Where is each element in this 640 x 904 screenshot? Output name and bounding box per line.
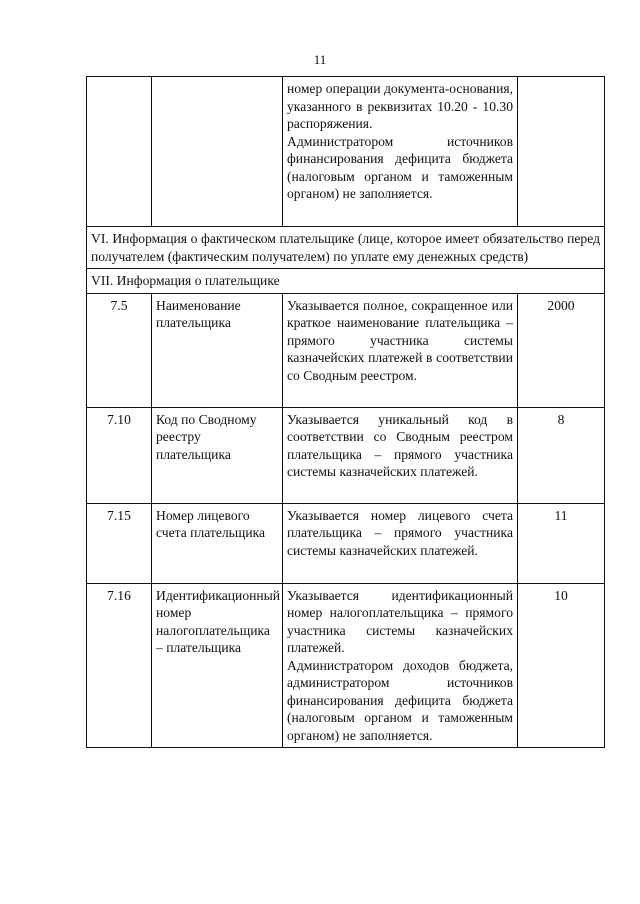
description-paragraph: Администратором источников финансирования дефицита бюджета (налоговым органом и таможенным органом) не заполняется. bbox=[287, 133, 513, 201]
cell-length: 2000 bbox=[518, 293, 605, 407]
cell-description bbox=[283, 407, 518, 503]
description-paragraph: Указывается номер лицевого счета плательщика – прямого участника системы казначейских платежей. bbox=[287, 507, 513, 558]
description-paragraph: номер операции документа-основания, указанного в реквизитах 10.20 - 10.30 распоряжения. bbox=[287, 81, 513, 131]
section-heading-vi: VI. Информация о фактическом плательщике (лице, которое имеет обязательство перед получателем (фактическим получателем) по уплате ему денежных средств) bbox=[87, 227, 605, 269]
cell-name bbox=[152, 77, 283, 227]
cell-name: Номер лицевого счета плательщика bbox=[152, 503, 283, 583]
cell-description bbox=[283, 583, 518, 748]
cell-name: Наименование плательщика bbox=[152, 293, 283, 407]
cell-description bbox=[283, 77, 518, 227]
table-row bbox=[87, 503, 605, 583]
cell-code bbox=[87, 77, 152, 227]
description-paragraph: Указывается идентификационный номер налогоплательщика – прямого участника системы казначейских платежей. bbox=[287, 587, 513, 655]
cell-length: 11 bbox=[518, 503, 605, 583]
cell-code: 7.5 bbox=[87, 293, 152, 407]
cell-length bbox=[518, 77, 605, 227]
section-heading-vii: VII. Информация о плательщике bbox=[87, 269, 605, 294]
table-row bbox=[87, 407, 605, 503]
cell-code: 7.10 bbox=[87, 407, 152, 503]
table-row bbox=[87, 583, 605, 748]
cell-name: Идентификационный номер налогоплательщика – плательщика bbox=[152, 583, 283, 748]
cell-code: 7.16 bbox=[87, 583, 152, 748]
cell-name: Код по Сводному реестру плательщика bbox=[152, 407, 283, 503]
section-row-vi bbox=[87, 227, 605, 269]
cell-length: 8 bbox=[518, 407, 605, 503]
cell-code: 7.15 bbox=[87, 503, 152, 583]
table-row bbox=[87, 293, 605, 407]
page-number: 11 bbox=[313, 52, 327, 67]
cell-length: 10 bbox=[518, 583, 605, 748]
cell-description bbox=[283, 293, 518, 407]
description-paragraph: Указывается полное, сокращенное или краткое наименование плательщика – прямого участника системы казначейских платежей в соответствии со Сводным реестром. bbox=[287, 297, 513, 383]
table-row-continuation bbox=[87, 77, 605, 227]
cell-description bbox=[283, 503, 518, 583]
section-row-vii bbox=[87, 269, 605, 294]
description-paragraph: Указывается уникальный код в соответствии со Сводным реестром плательщика – прямого участника системы казначейских платежей. bbox=[287, 411, 513, 479]
description-paragraph: Администратором доходов бюджета, администратором источников финансирования дефицита бюджета (налоговым органом и таможенным органом) не заполняется. bbox=[287, 657, 513, 743]
requisites-table bbox=[86, 76, 605, 748]
